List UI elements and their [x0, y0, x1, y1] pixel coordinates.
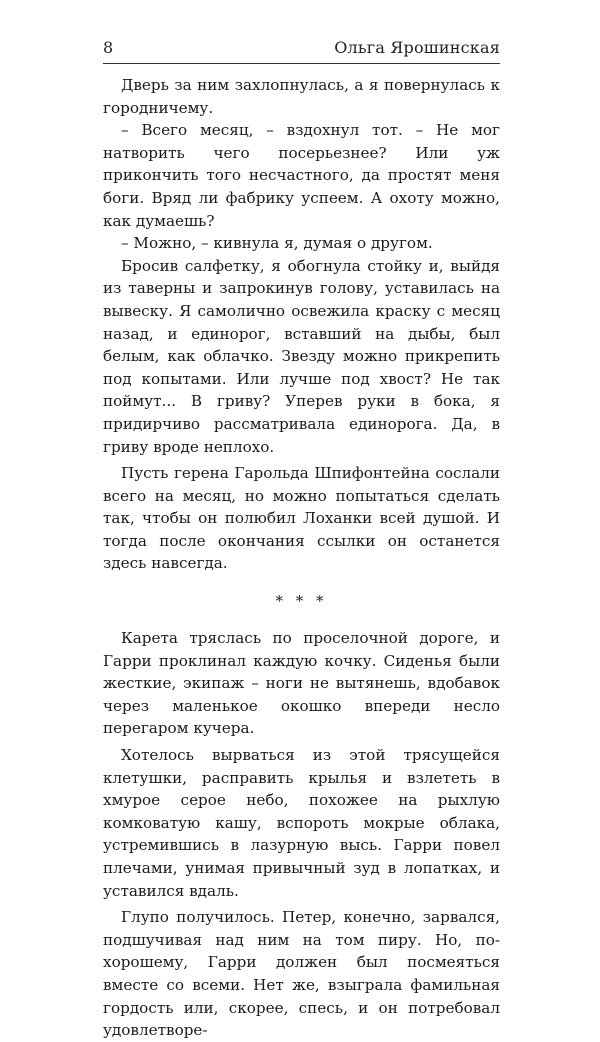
page-body — [103, 74, 500, 1042]
paragraph: Глупо получилось. Петер, конечно, зарвался, подшучивая над ним на том пиру. Но, по-хорошему, Гарри должен был посмеяться вместе со всеми. Нет же, взыграла фамильная гордость или, скорее, спесь, и он потребовал удовлетворе- — [103, 908, 500, 1040]
paragraph: Дверь за ним захлопнулась, а я повернулась к городничему. — [103, 76, 500, 117]
paragraph: – Можно, – кивнула я, думая о другом. — [121, 234, 433, 253]
header-rule — [103, 63, 500, 64]
page-number: 8 — [103, 38, 114, 57]
paragraph: Бросив салфетку, я обогнула стойку и, выйдя из таверны и запрокинув голову, уставилась на вывеску. Я самолично освежила краску с месяц назад, и единорог, вставший на дыбы, был белым, как облачко. Звезду можно прикрепить под копытами. Или лучше под хвост? Не так поймут... В гриву? Уперев руки в бока, я придирчиво рассматривала единорога. Да, в гриву вроде неплохо. — [103, 256, 500, 456]
paragraph: Карета тряслась по проселочной дороге, и Гарри проклинал каждую кочку. Сиденья были жесткие, экипаж – ноги не вытянешь, вдобавок через маленькое окошко впереди несло перегаром кучера. — [103, 629, 500, 738]
paragraph: Пусть герена Гарольда Шпифонтейна сослали всего на месяц, но можно попытаться сделать так, чтобы он полюбил Лоханки всей душой. И тогда после окончания ссылки он останется здесь навсегда. — [103, 464, 500, 573]
running-title: Ольга Ярошинская — [334, 38, 500, 57]
page-header — [103, 32, 500, 64]
paragraph: – Всего месяц, – вздохнул тот. – Не мог натворить чего посерьезнее? Или уж прикончить того несчастного, да простят меня боги. Вряд ли фабрику успеем. А охоту можно, как думаешь? — [103, 121, 500, 230]
paragraph: Хотелось вырваться из этой трясущейся клетушки, расправить крылья и взлететь в хмурое серое небо, похожее на рыхлую комковатую кашу, вспороть мокрые облака, устремившись в лазурную высь. Гарри повел плечами, унимая привычный зуд в лопатках, и уставился вдаль. — [103, 746, 500, 900]
section-separator: * * * — [275, 592, 328, 611]
